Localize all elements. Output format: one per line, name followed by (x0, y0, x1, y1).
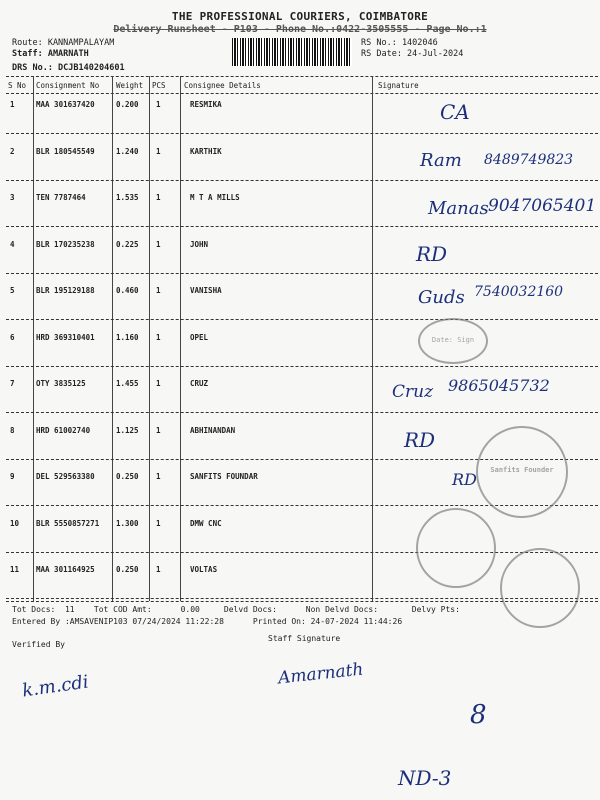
row-pcs: 1 (156, 239, 161, 249)
row-weight: 1.160 (116, 332, 139, 342)
row-consignment-no: BLR 180545549 (36, 146, 95, 156)
row-consignee: ABHINANDAN (190, 425, 236, 435)
row-pcs: 1 (156, 100, 161, 109)
row-sno: 6 (10, 332, 15, 342)
signature-row-1: CA (440, 100, 470, 124)
barcode (232, 38, 352, 66)
route-label: Route: KANNAMPALAYAM (12, 38, 115, 48)
row-weight: 0.200 (116, 100, 139, 109)
row-sno: 2 (10, 146, 15, 156)
row-consignment-no: TEN 7787464 (36, 193, 86, 202)
row-consignment-no: MAA 301637420 (36, 100, 95, 109)
row-divider (6, 412, 598, 413)
row-divider (6, 226, 598, 227)
row-sno: 7 (10, 379, 15, 388)
table-row (0, 519, 600, 533)
row-sno: 10 (10, 518, 20, 528)
signature-row-7: Cruz (392, 382, 434, 402)
row-weight: 1.300 (116, 518, 139, 528)
signature-row-3: Manas (428, 198, 489, 219)
row-pcs: 1 (156, 518, 161, 528)
col-weight-header: Weight (116, 81, 144, 90)
row-consignee: M T A MILLS (190, 193, 240, 202)
row-consignee: VOLTAS (190, 565, 218, 574)
page-title: THE PROFESSIONAL COURIERS, COIMBATORE (171, 10, 429, 23)
rs-info (361, 38, 463, 60)
row-consignment-no: BLR 5550857271 (36, 518, 100, 528)
row-divider (6, 552, 598, 553)
row-pcs: 1 (156, 425, 161, 435)
col-consignee-header: Consignee Details (184, 81, 261, 90)
row-pcs: 1 (156, 379, 161, 388)
row-consignment-no: BLR 195129188 (36, 286, 95, 295)
row-sno: 9 (10, 472, 15, 481)
round-stamp (416, 508, 496, 588)
signature-row-8: RD (404, 428, 436, 452)
row-weight: 1.455 (116, 379, 139, 388)
row-weight: 1.535 (116, 193, 139, 202)
col-pcs-header: PCS (152, 81, 166, 90)
row-sno: 1 (10, 100, 15, 109)
row-divider (6, 133, 598, 134)
staff-signature-label: Staff Signature (268, 634, 341, 643)
runsheet-subtitle: Delivery Runsheet - P103 - Phone No.:0422-3505555 - Page No.:1 (113, 24, 487, 35)
row-weight: 1.125 (116, 425, 139, 435)
signature-row-9: RD (452, 470, 477, 489)
row-divider (6, 273, 598, 274)
row-sno: 3 (10, 193, 15, 202)
route-info (12, 38, 125, 74)
row-consignee: CRUZ (190, 379, 209, 388)
col-sno-header: S No (8, 81, 27, 90)
row-pcs: 1 (156, 565, 161, 574)
row-pcs: 1 (156, 286, 161, 295)
row-consignee: SANFITS FOUNDAR (190, 472, 258, 481)
signature-row-4: RD (416, 242, 448, 266)
row-consignee: KARTHIK (190, 146, 222, 156)
row-sno: 11 (10, 565, 20, 574)
sanfits-round-stamp: Sanfits Founder (476, 426, 568, 518)
row-consignee: VANISHA (190, 286, 222, 295)
totals-line: Tot Docs: 11 Tot COD Amt: 0.00 Delvd Docs: Non Delvd Docs: Delvy Pts: (12, 605, 460, 614)
row-weight: 0.460 (116, 286, 139, 295)
row-divider (6, 319, 598, 320)
handwritten-nd-mark: ND-3 (398, 766, 452, 790)
rs-number: RS No.: 1402046 (361, 38, 438, 48)
row-consignee: OPEL (190, 332, 209, 342)
signature-row-3-phone: 9047065401 (488, 196, 597, 216)
row-sno: 5 (10, 286, 15, 295)
row-consignment-no: HRD 369310401 (36, 332, 95, 342)
table-header-rule (6, 93, 598, 94)
table-row (0, 240, 600, 254)
row-pcs: 1 (156, 332, 161, 342)
staff-label: Staff: AMARNATH (12, 49, 89, 59)
table-row (0, 100, 600, 114)
signature-row-5: Guds (418, 287, 465, 308)
row-consignment-no: DEL 529563380 (36, 472, 95, 481)
col-signature-header: Signature (378, 81, 419, 90)
drs-number: DRS No.: DCJB140204601 (12, 63, 125, 73)
table-top-rule (6, 76, 598, 77)
signature-row-7-phone: 9865045732 (448, 376, 550, 395)
row-weight: 0.250 (116, 565, 139, 574)
table-row (0, 333, 600, 347)
rs-date: RS Date: 24-Jul-2024 (361, 49, 464, 59)
staff-signature: Amarnath (277, 659, 365, 689)
row-divider (6, 366, 598, 367)
verified-signature: k.m.cdi (20, 671, 90, 702)
row-weight: 0.225 (116, 239, 139, 249)
signature-row-5-phone: 7540032160 (474, 284, 564, 300)
row-pcs: 1 (156, 472, 161, 481)
row-consignee: DMW CNC (190, 518, 222, 528)
row-consignment-no: OTY 3835125 (36, 379, 86, 388)
row-weight: 1.240 (116, 146, 139, 156)
signature-row-2-phone: 8489749823 (484, 152, 574, 168)
row-sno: 4 (10, 239, 15, 249)
footer-rule (6, 601, 598, 602)
row-consignment-no: MAA 301164925 (36, 565, 95, 574)
col-consignment-header: Consignment No (36, 81, 100, 90)
entered-by-line: Entered By :AMSAVENIP103 07/24/2024 11:22:28 Printed On: 24-07-2024 11:44:26 (12, 617, 403, 626)
row-pcs: 1 (156, 146, 161, 156)
row-pcs: 1 (156, 193, 161, 202)
row-sno: 8 (10, 425, 15, 435)
row-consignment-no: BLR 170235238 (36, 239, 95, 249)
row-divider (6, 180, 598, 181)
signature-row-2: Ram (420, 150, 462, 171)
row-consignment-no: HRD 61002740 (36, 425, 91, 435)
round-stamp (500, 548, 580, 628)
row-weight: 0.250 (116, 472, 139, 481)
verified-by-label: Verified By (12, 640, 65, 649)
handwritten-number: 8 (470, 700, 487, 730)
row-consignee: RESMIKA (190, 100, 222, 109)
date-sign-stamp: Date: Sign (418, 318, 488, 364)
row-consignee: JOHN (190, 239, 209, 249)
